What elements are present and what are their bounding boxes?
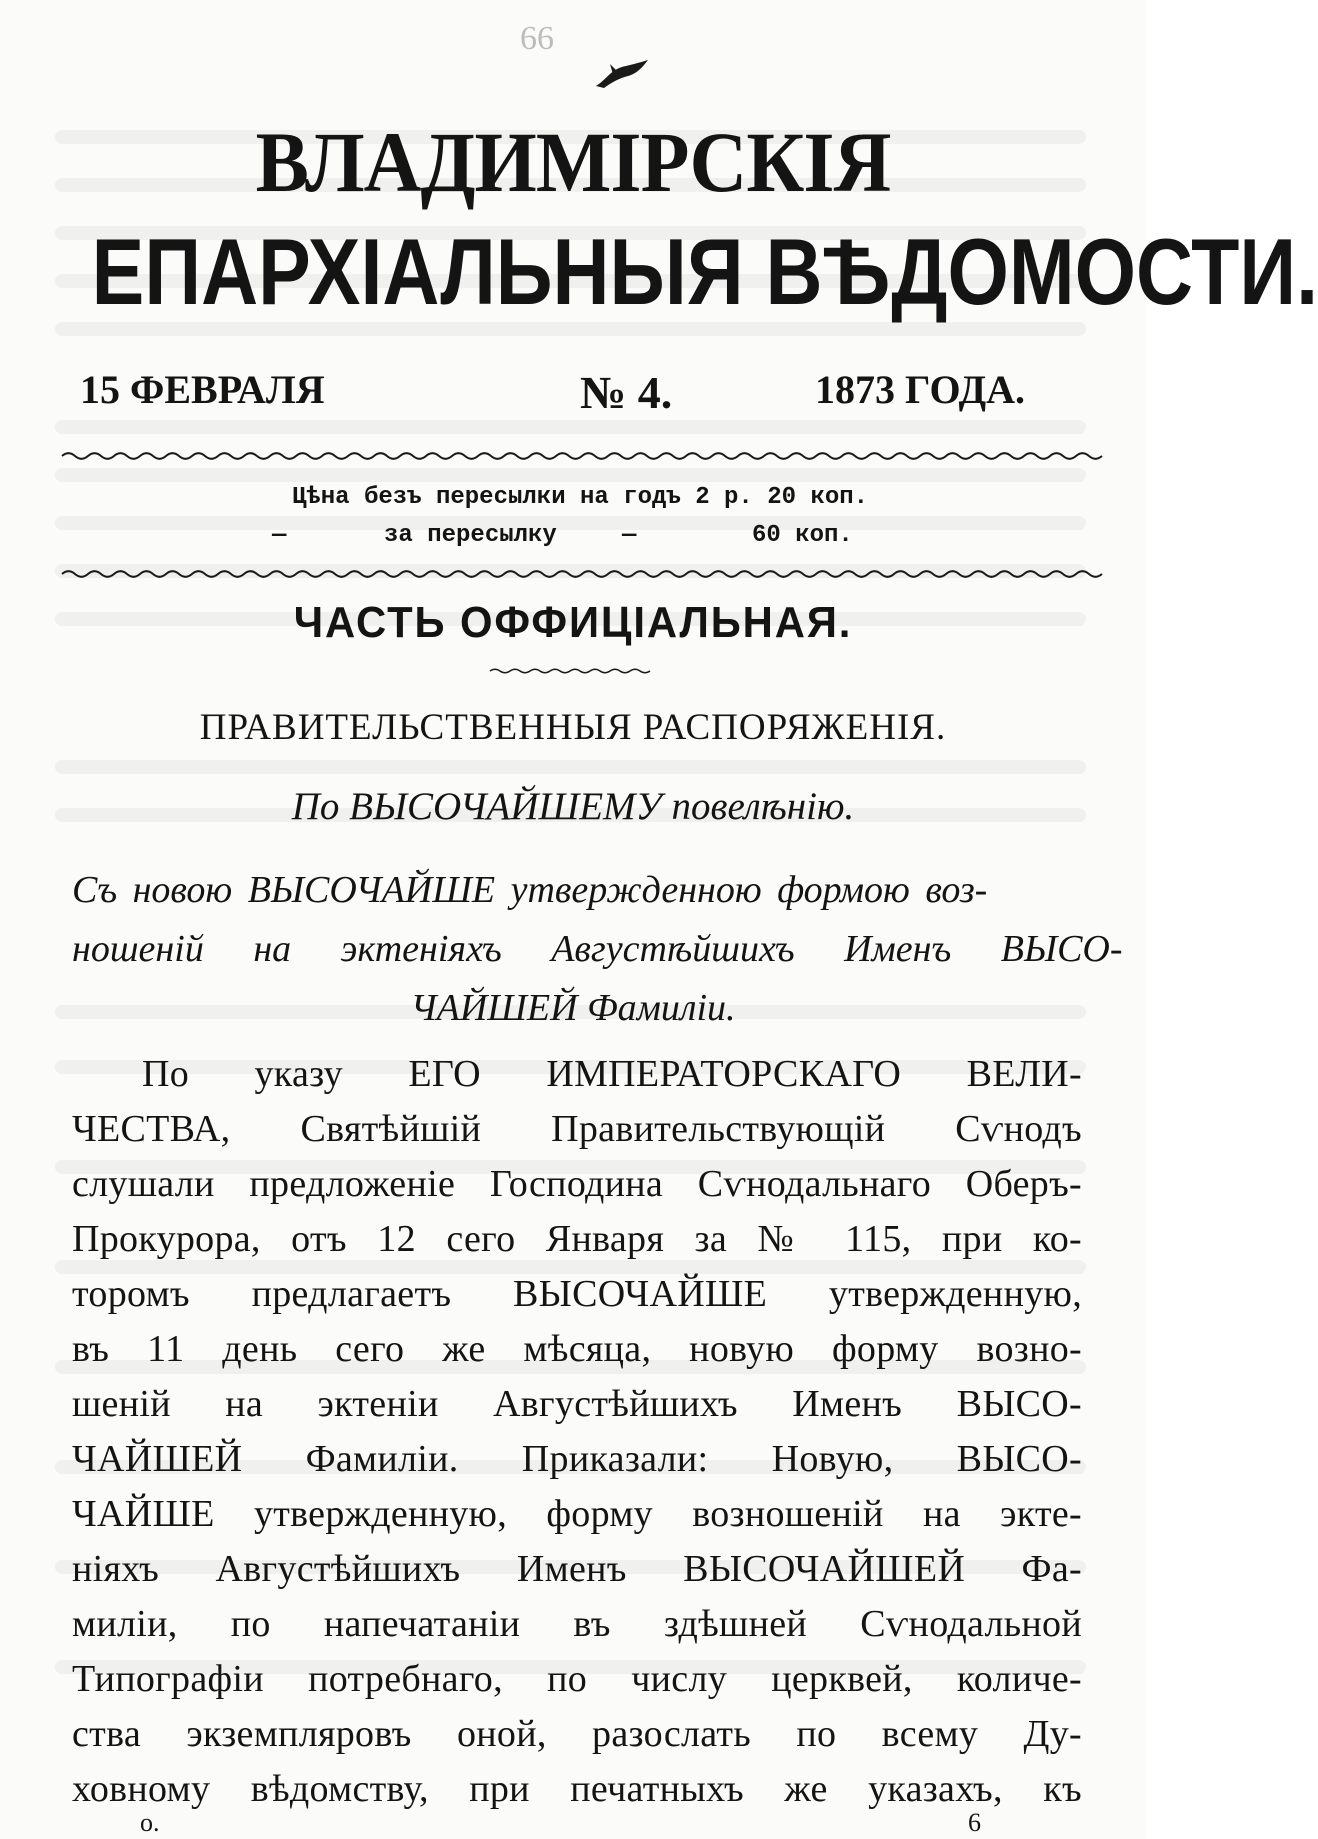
masthead-title-line-1: ВЛАДИМІРСКІЯ — [255, 114, 891, 210]
footer-signature-right: 6 — [968, 1808, 981, 1837]
price-line-subscription: Цѣна безъ пересылки на годъ 2 р. 20 коп. — [291, 484, 869, 511]
body-text-line: По указу ЕГО ИМПЕРАТОРСКАГО ВЕЛИ- — [142, 1053, 1082, 1095]
issue-date: 15 ФЕВРАЛЯ — [80, 367, 325, 412]
price-dash-1: — — [272, 522, 287, 549]
bleed-through-page-number: 66 — [520, 20, 554, 57]
body-text-line: Прокурора, отъ 12 сего Января за № 115, при ко- — [72, 1218, 1082, 1260]
issue-dateline — [80, 366, 1076, 426]
masthead-title-line-2: ЕПАРХІАЛЬНЫЯ ВѢДОМОСТИ. — [91, 219, 1318, 324]
body-text-line: ховному вѣдомству, при печатныхъ же указахъ, къ — [72, 1768, 1082, 1810]
body-text-line: Типографіи потребнаго, по числу церквей, количе- — [72, 1658, 1082, 1700]
by-order-heading: По ВЫСОЧАЙШЕМУ повелѣнію. — [291, 785, 855, 828]
body-text-line: миліи, по напечатаніи въ здѣшней Сѵнодальной — [72, 1603, 1082, 1645]
wavy-rule-bottom — [62, 566, 1077, 582]
decree-heading-line-2: ношеній на эктеніяхъ Августѣйшихъ Именъ ВЫСО- — [72, 928, 1123, 970]
section-underline-ornament — [490, 666, 650, 676]
issue-year: 1873 ГОДА. — [815, 367, 1025, 412]
subsection-title: ПРАВИТЕЛЬСТВЕННЫЯ РАСПОРЯЖЕНІЯ. — [199, 707, 947, 748]
body-text-line: шеній на эктеніи Августѣйшихъ Именъ ВЫСО- — [72, 1383, 1082, 1425]
body-text-line: ства экземпляровъ оной, разослать по всему Ду- — [72, 1713, 1082, 1755]
decree-heading-line-1: Съ новою ВЫСОЧАЙШЕ утвержденною формою воз- — [72, 869, 988, 911]
body-text-line: ЧЕСТВА, Святѣйшій Правительствующій Сѵнодъ — [72, 1108, 1082, 1150]
price-line-delivery — [0, 522, 1146, 552]
decree-heading-line-3: ЧАЙШЕЙ Фамиліи. — [410, 987, 736, 1029]
body-text-line: ЧАЙШЕ утвержденную, форму возношеній на экте- — [72, 1493, 1082, 1535]
body-text-line: въ 11 день сего же мѣсяца, новую форму возно- — [72, 1328, 1082, 1370]
body-text-line: ніяхъ Августѣйшихъ Именъ ВЫСОЧАЙШЕЙ Фа- — [72, 1548, 1082, 1590]
price-dash-2: — — [622, 522, 637, 549]
issue-number: № 4. — [580, 367, 673, 418]
body-text-line: слушали предложеніе Господина Сѵнодальнаго Оберъ- — [72, 1163, 1082, 1205]
printer-ornament-icon — [592, 58, 652, 92]
price-delivery-amount: 60 коп. — [752, 522, 853, 549]
footer-signature-left: о. — [140, 1808, 160, 1837]
wavy-rule-top — [62, 448, 1077, 464]
body-text-line: ЧАЙШЕЙ Фамиліи. Приказали: Новую, ВЫСО- — [72, 1438, 1082, 1480]
section-title: ЧАСТЬ ОФФИЦІАЛЬНАЯ. — [293, 598, 853, 647]
body-text-line: торомъ предлагаетъ ВЫСОЧАЙШЕ утвержденную, — [72, 1273, 1082, 1315]
price-delivery-label: за пересылку — [384, 522, 557, 549]
